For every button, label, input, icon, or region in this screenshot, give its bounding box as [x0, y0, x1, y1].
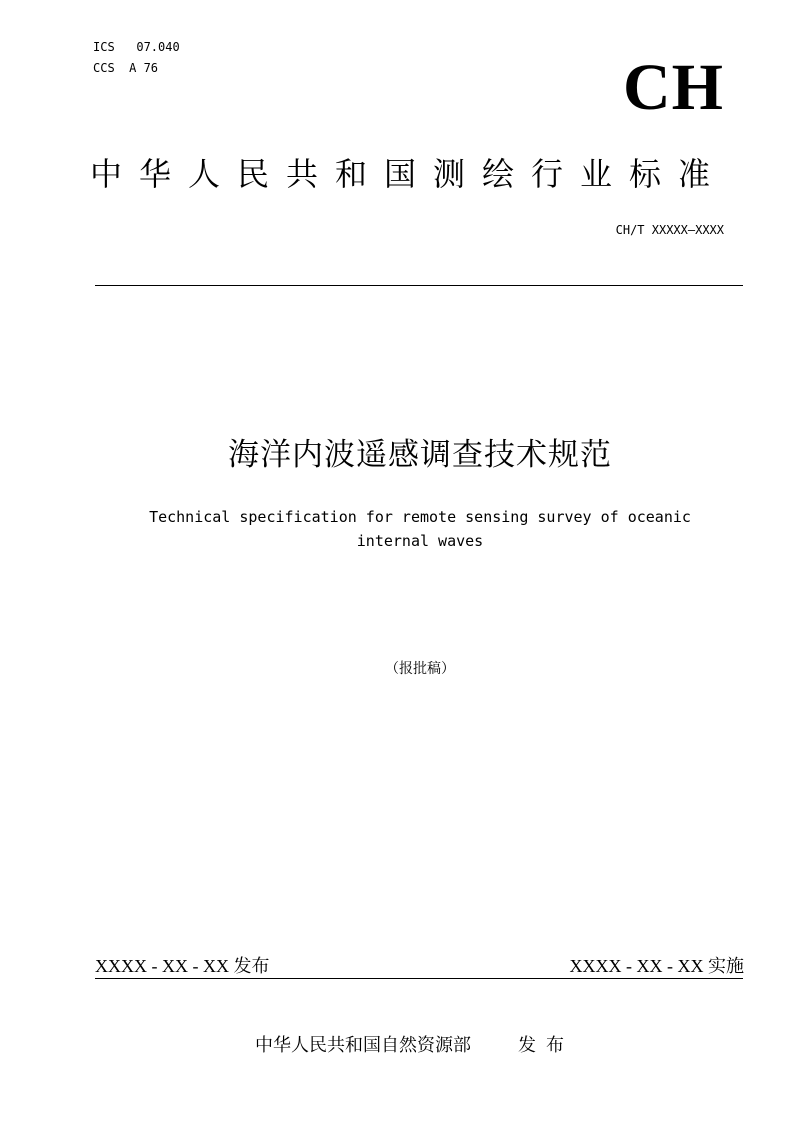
ics-code: ICS 07.040: [93, 40, 180, 54]
bottom-divider: [95, 978, 743, 979]
document-title: 海洋内波遥感调查技术规范: [228, 437, 612, 473]
english-title-line-2: internal waves: [356, 532, 484, 550]
ccs-code: CCS A 76: [93, 61, 159, 75]
implement-date: XXXX - XX - XX 实施: [569, 956, 744, 976]
national-standard-title: 中华人民共和国测绘行业标准: [90, 155, 728, 193]
ch-logo: CH: [623, 51, 724, 124]
draft-status: （报批稿）: [385, 661, 455, 677]
publish-date: XXXX - XX - XX 发布: [95, 956, 270, 976]
standard-number: CH/T XXXXX—XXXX: [615, 223, 724, 237]
english-title-line-1: Technical specification for remote sensing survey of oceanic: [149, 508, 691, 526]
english-title: [120, 505, 720, 553]
issue-action: 发布: [518, 1035, 574, 1056]
issuing-authority: 中华人民共和国自然资源部: [255, 1035, 471, 1056]
top-divider: [95, 285, 743, 286]
